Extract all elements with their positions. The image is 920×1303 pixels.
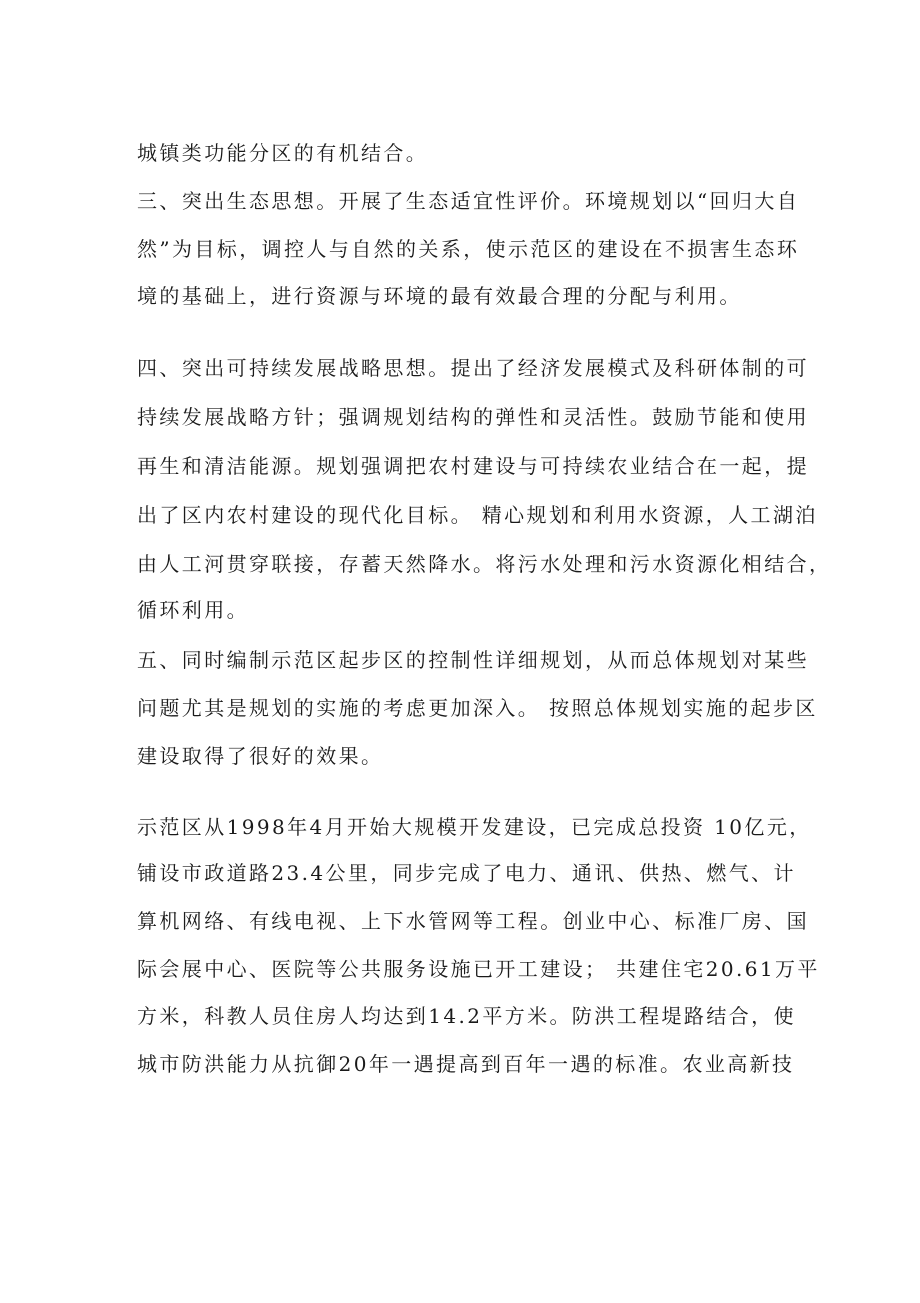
text-line: 然”为目标，调控人与自然的关系，使示范区的建设在不损害生态环 [137, 237, 800, 261]
text-line: 三、突出生态思想。开展了生态适宜性评价。环境规划以“回归大自 [137, 189, 800, 213]
text-line: 五、同时编制示范区起步区的控制性详细规划，从而总体规划对某些 [137, 648, 809, 672]
text-line: 持续发展战略方针；强调规划结构的弹性和灵活性。鼓励节能和使用 [137, 405, 809, 429]
text-line: 算机网络、有线电视、上下水管网等工程。创业中心、标准厂房、国 [137, 909, 809, 933]
text-line: 由人工河贯穿联接，存蓄天然降水。将污水处理和污水资源化相结合， [137, 552, 832, 576]
text-line: 再生和清洁能源。规划强调把农村建设与可持续农业结合在一起，提 [137, 454, 809, 478]
text-line: 境的基础上，进行资源与环境的最有效最合理的分配与利用。 [137, 284, 742, 308]
text-line: 方米，科教人员住房人均达到14.2平方米。防洪工程堤路结合，使 [137, 1004, 796, 1028]
text-line: 城镇类功能分区的有机结合。 [137, 141, 429, 165]
text-line: 建设取得了很好的效果。 [137, 744, 384, 768]
text-line: 循环利用。 [137, 598, 249, 622]
text-line: 出了区内农村建设的现代化目标。 精心规划和利用水资源，人工湖泊 [137, 503, 818, 527]
text-line: 四、突出可持续发展战略思想。提出了经济发展模式及科研体制的可 [137, 356, 809, 380]
text-line: 城市防洪能力从抗御20年一遇提高到百年一遇的标准。农业高新技 [137, 1052, 795, 1076]
text-line: 铺设市政道路23.4公里，同步完成了电力、通讯、供热、燃气、计 [137, 861, 796, 885]
text-line: 际会展中心、医院等公共服务设施已开工建设； 共建住宅20.61万平 [137, 957, 820, 981]
text-line: 示范区从1998年4月开始大规模开发建设，已完成总投资 10亿元， [137, 815, 812, 839]
text-line: 问题尤其是规划的实施的考虑更加深入。 按照总体规划实施的起步区 [137, 696, 818, 720]
